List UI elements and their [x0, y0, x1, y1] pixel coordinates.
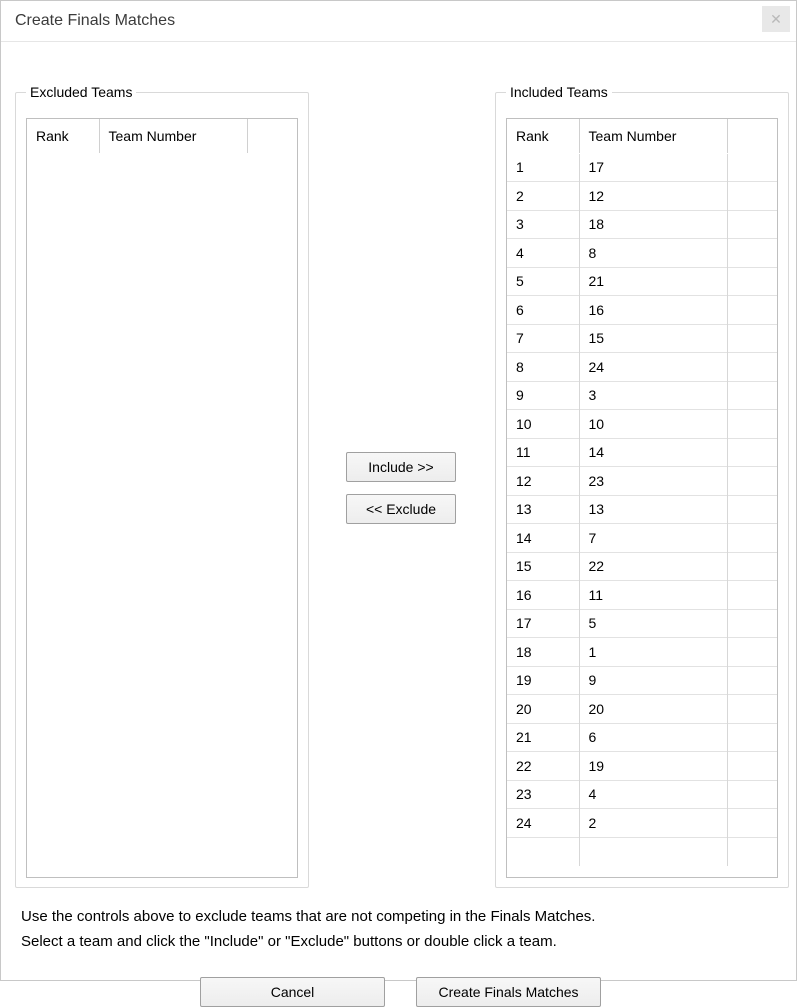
- cell-team-number: 24: [579, 353, 727, 382]
- table-row[interactable]: [507, 752, 777, 781]
- cell-filler: [727, 239, 777, 268]
- column-header-rank[interactable]: Rank: [507, 119, 579, 153]
- cell-filler: [727, 552, 777, 581]
- table-header-row: [27, 119, 297, 153]
- cell-rank: 9: [507, 381, 579, 410]
- cell-rank: 6: [507, 296, 579, 325]
- cell-filler: [727, 666, 777, 695]
- cell-team-number: 9: [579, 666, 727, 695]
- table-row[interactable]: [507, 467, 777, 496]
- cell-team-number: 15: [579, 324, 727, 353]
- table-row[interactable]: [507, 353, 777, 382]
- table-row[interactable]: [507, 695, 777, 724]
- cell-rank: 10: [507, 410, 579, 439]
- table-row[interactable]: [507, 638, 777, 667]
- included-teams-group: [495, 84, 789, 888]
- cell-team-number: 2: [579, 809, 727, 838]
- included-teams-grid[interactable]: [506, 118, 778, 878]
- cell-filler: [727, 438, 777, 467]
- cell-rank: 2: [507, 182, 579, 211]
- cell-team-number: 6: [579, 723, 727, 752]
- help-line-2: Select a team and click the "Include" or "Exclude" buttons or double click a team.: [21, 933, 557, 950]
- cell-team-number: 10: [579, 410, 727, 439]
- cell-filler: [727, 524, 777, 553]
- cell-rank: 23: [507, 780, 579, 809]
- cell-rank: 5: [507, 267, 579, 296]
- cell-rank: 14: [507, 524, 579, 553]
- cell-filler: [727, 324, 777, 353]
- table-row[interactable]: [507, 296, 777, 325]
- cell-filler: [727, 381, 777, 410]
- table-row-empty[interactable]: [507, 837, 777, 866]
- cell-team-number: 5: [579, 609, 727, 638]
- cell-filler: [727, 638, 777, 667]
- window-title: Create Finals Matches: [15, 12, 176, 29]
- cell-rank: 4: [507, 239, 579, 268]
- excluded-teams-table: [27, 119, 297, 154]
- table-row[interactable]: [507, 182, 777, 211]
- cell-team-number: 22: [579, 552, 727, 581]
- cell-rank: 11: [507, 438, 579, 467]
- cell-team-number: 7: [579, 524, 727, 553]
- title-bar: [1, 1, 796, 42]
- cell-team-number: 20: [579, 695, 727, 724]
- cell-filler: [727, 353, 777, 382]
- cell-filler: [727, 723, 777, 752]
- cell-rank: 15: [507, 552, 579, 581]
- dialog-body: [1, 42, 796, 1000]
- table-row[interactable]: [507, 524, 777, 553]
- table-row[interactable]: [507, 438, 777, 467]
- cell-rank: 12: [507, 467, 579, 496]
- cell-filler: [727, 809, 777, 838]
- cell-team-number: 18: [579, 210, 727, 239]
- cell-filler: [727, 495, 777, 524]
- cell-rank: 7: [507, 324, 579, 353]
- cell-empty: [507, 837, 579, 866]
- table-row[interactable]: [507, 210, 777, 239]
- excluded-teams-grid[interactable]: [26, 118, 298, 878]
- cell-team-number: 17: [579, 153, 727, 182]
- cell-filler: [727, 410, 777, 439]
- cell-rank: 13: [507, 495, 579, 524]
- excluded-teams-label: Excluded Teams: [26, 84, 136, 100]
- cell-team-number: 21: [579, 267, 727, 296]
- transfer-buttons: [346, 452, 456, 536]
- cell-rank: 16: [507, 581, 579, 610]
- cell-filler: [727, 695, 777, 724]
- included-teams-label: Included Teams: [506, 84, 612, 100]
- close-icon[interactable]: ✕: [762, 6, 790, 32]
- table-row[interactable]: [507, 239, 777, 268]
- cancel-button[interactable]: Cancel: [200, 977, 385, 1007]
- cell-rank: 21: [507, 723, 579, 752]
- cell-filler: [727, 467, 777, 496]
- table-row[interactable]: [507, 780, 777, 809]
- column-header-team-number[interactable]: Team Number: [99, 119, 247, 153]
- include-button[interactable]: Include >>: [346, 452, 456, 482]
- cell-rank: 20: [507, 695, 579, 724]
- cell-team-number: 8: [579, 239, 727, 268]
- included-teams-table: [507, 119, 777, 866]
- help-line-1: Use the controls above to exclude teams that are not competing in the Finals Matches.: [21, 908, 596, 925]
- help-text: [21, 904, 781, 954]
- column-header-filler[interactable]: [727, 119, 777, 153]
- table-row[interactable]: [507, 723, 777, 752]
- cell-team-number: 16: [579, 296, 727, 325]
- cell-team-number: 14: [579, 438, 727, 467]
- table-row[interactable]: [507, 324, 777, 353]
- table-row[interactable]: [507, 381, 777, 410]
- table-row[interactable]: [507, 495, 777, 524]
- cell-rank: 8: [507, 353, 579, 382]
- table-row[interactable]: [507, 410, 777, 439]
- table-row[interactable]: [507, 809, 777, 838]
- excluded-teams-group: [15, 84, 309, 888]
- exclude-button[interactable]: << Exclude: [346, 494, 456, 524]
- cell-rank: 24: [507, 809, 579, 838]
- cell-rank: 18: [507, 638, 579, 667]
- column-header-rank[interactable]: Rank: [27, 119, 99, 153]
- table-row[interactable]: [507, 153, 777, 182]
- cell-filler: [727, 182, 777, 211]
- cell-filler: [727, 153, 777, 182]
- cell-filler: [727, 296, 777, 325]
- table-row[interactable]: [507, 267, 777, 296]
- table-header-row: [507, 119, 777, 153]
- cell-filler: [727, 752, 777, 781]
- cell-rank: 1: [507, 153, 579, 182]
- table-row[interactable]: [507, 581, 777, 610]
- cell-team-number: 11: [579, 581, 727, 610]
- cell-filler: [727, 581, 777, 610]
- cell-team-number: 19: [579, 752, 727, 781]
- column-header-team-number[interactable]: Team Number: [579, 119, 727, 153]
- cell-rank: 19: [507, 666, 579, 695]
- cell-rank: 17: [507, 609, 579, 638]
- cell-filler: [727, 609, 777, 638]
- cell-team-number: 13: [579, 495, 727, 524]
- cell-team-number: 23: [579, 467, 727, 496]
- column-header-filler[interactable]: [247, 119, 297, 153]
- cell-filler: [727, 210, 777, 239]
- cell-empty: [579, 837, 727, 866]
- cell-team-number: 3: [579, 381, 727, 410]
- cell-filler: [727, 267, 777, 296]
- cell-rank: 22: [507, 752, 579, 781]
- cell-team-number: 4: [579, 780, 727, 809]
- table-row[interactable]: [507, 609, 777, 638]
- cell-empty: [727, 837, 777, 866]
- table-row[interactable]: [507, 552, 777, 581]
- cell-team-number: 1: [579, 638, 727, 667]
- table-row[interactable]: [507, 666, 777, 695]
- cell-filler: [727, 780, 777, 809]
- create-finals-matches-button[interactable]: Create Finals Matches: [416, 977, 601, 1007]
- cell-rank: 3: [507, 210, 579, 239]
- cell-team-number: 12: [579, 182, 727, 211]
